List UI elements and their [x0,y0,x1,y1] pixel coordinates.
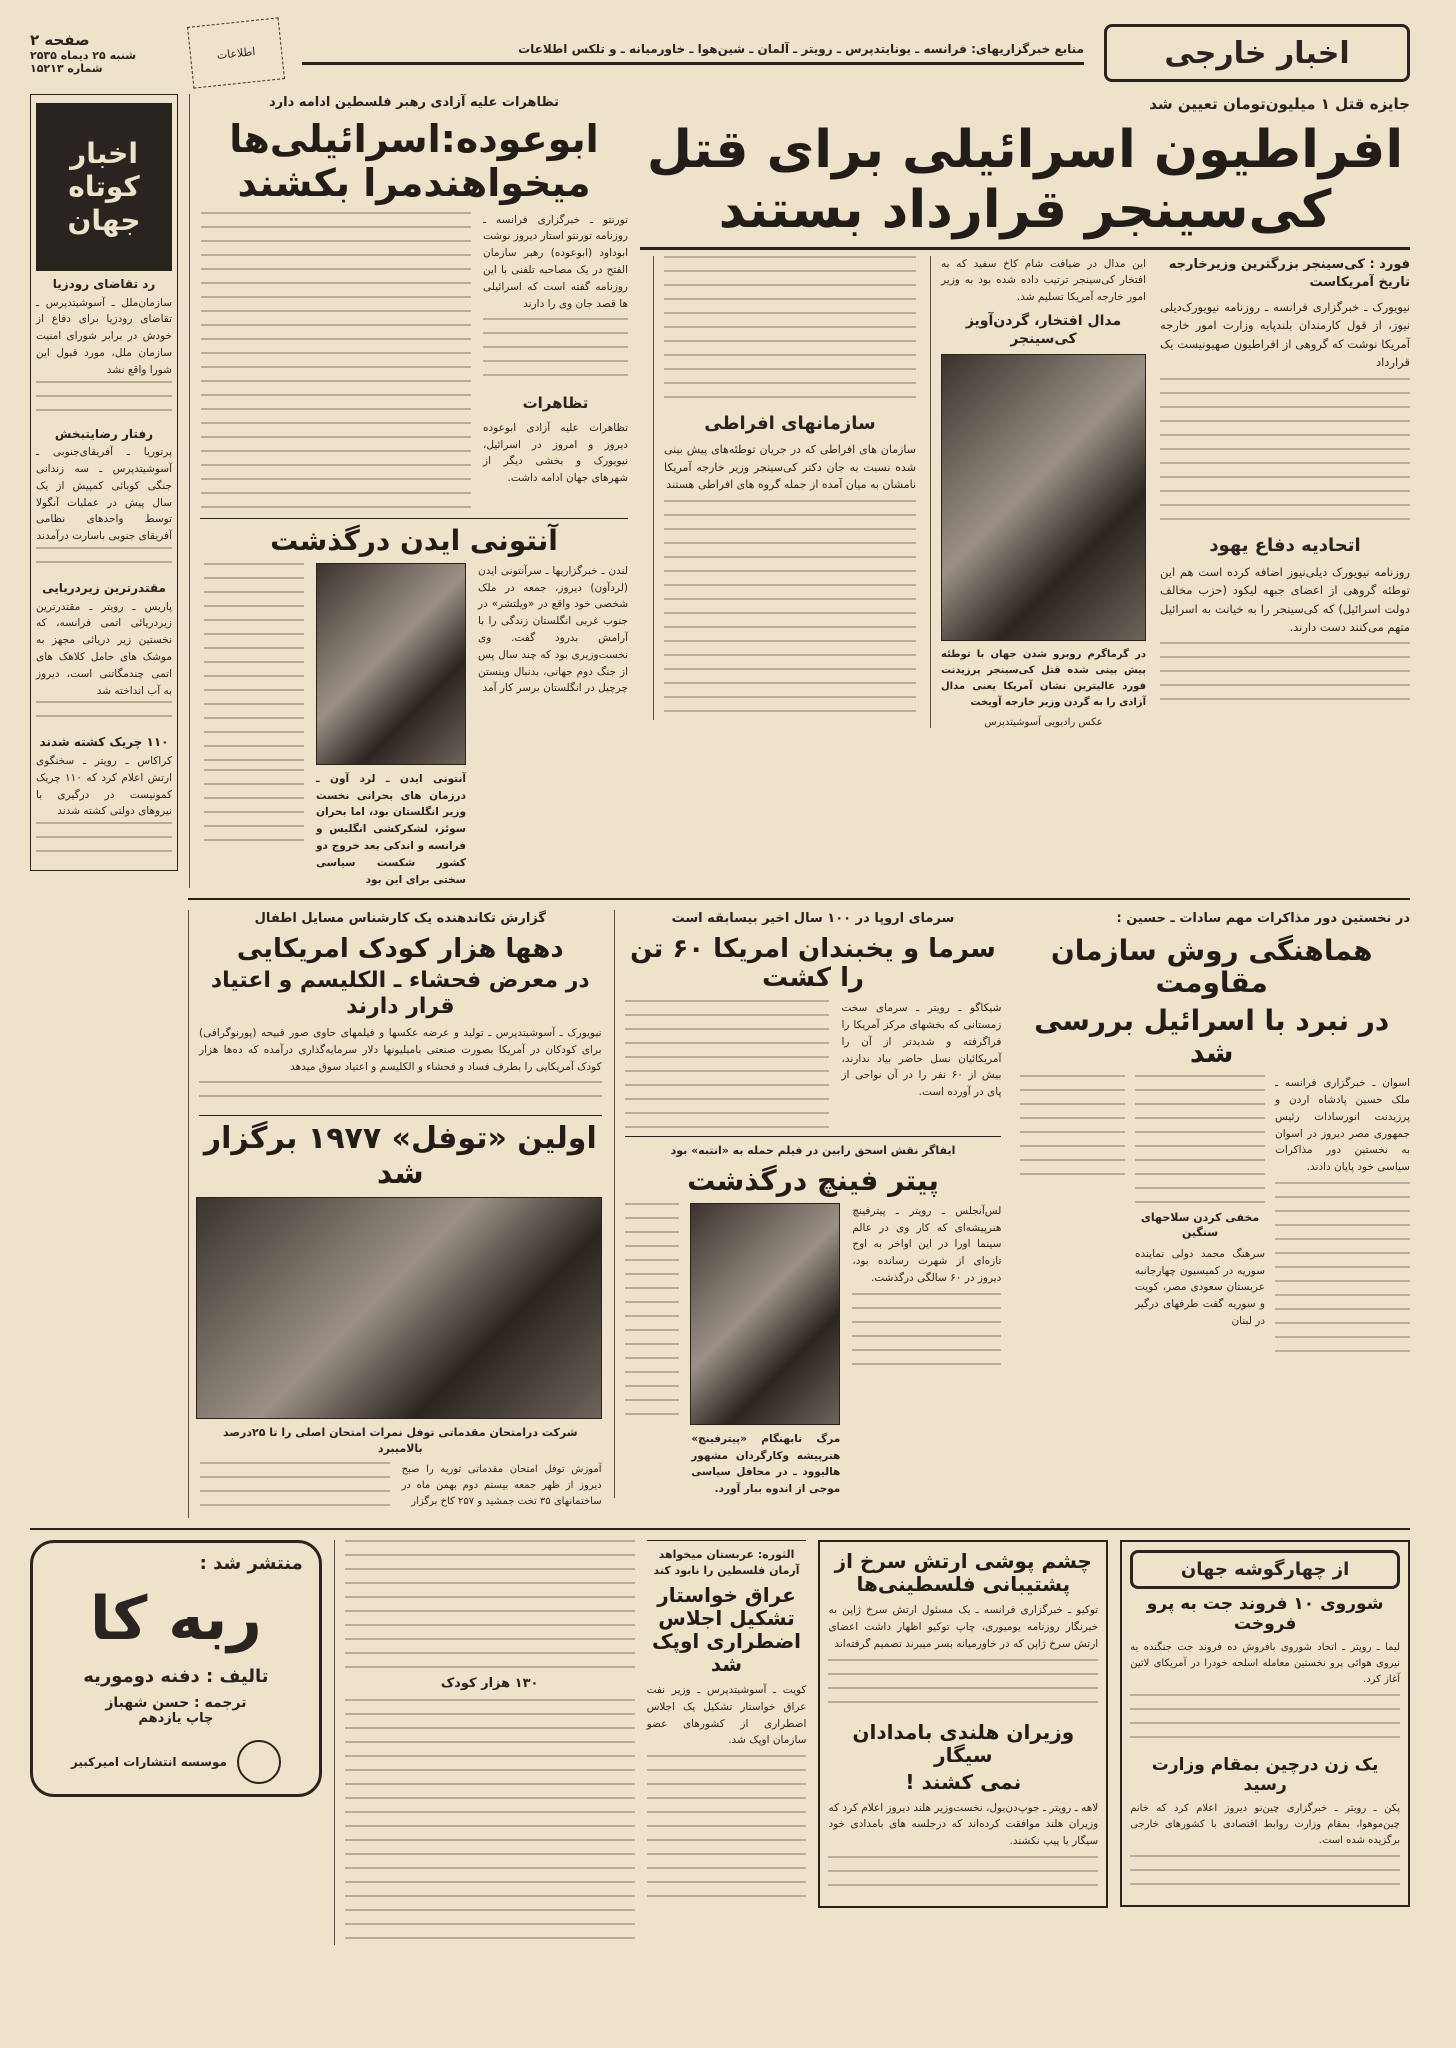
hussein-text-column [1275,1075,1410,1362]
top-section [30,94,1410,1518]
ford-kicker: فورد : کی‌سینجر بزرگترین وزیرخارجه تاریخ آمریکاست [1168,256,1410,290]
lead-headline-line-1: افراطیون اسرائیلی برای قتل [646,120,1404,180]
dutch-text: لاهه ـ رویتر ـ جوپ‌دن‌یول، نخست‌وزیر هلند دیروز اعلام کرد که وزیران هلند موافقت کرده‌اند که درجلسه های بامدادی خود سیگار یا پیپ نکشند. [828,1801,1099,1848]
children-kicker: گزارش تکاندهنده یک کارشناس مسایل اطفال [254,911,546,927]
hussein-headline-line-1: هماهنگی روش سازمان مقاومت [1050,933,1373,999]
extremist-text-lines [664,500,916,720]
china-text-lines [1130,1855,1400,1897]
demo-text: تظاهرات علیه آزادی ابوعوده دیروز و امروز در اسرائیل، نیویورک و بخشی دیگر از شهرهای جهان ادامه داشت. [483,421,628,485]
lead-headline [640,121,1410,241]
cold-finch-column [614,910,1002,1498]
extremist-subhead: سازمانهای افراطی [704,412,876,434]
cold-body [625,1000,1002,1130]
short-news-item-title: رفتار رضایتبخش [54,426,154,441]
short-news-item [36,427,172,575]
section-title-box [1104,24,1410,82]
finch-photo [690,1203,840,1425]
finch-headline: پیتر فینچ درگذشت [687,1163,939,1197]
ad-published: منتشر شد : [199,1553,303,1575]
finch-caption: مرگ نابهنگام «پیترفینچ» هنرپیشه وکارگردان مشهور هالیوود ـ در محافل سیاسی موجی از اندوه ببار آورد. [691,1432,841,1496]
children-count-subhead: ۱۳۰ هزار کودک [440,1676,539,1692]
extremist-text: سازمان های افراطی که در جریان توطئه‌های پیش بینی شده نسبت به جان دکتر کی‌سینجر وزیر خارجه آمریکا نامشان به میان آمده از جمله گروه های افراطی هستند [664,442,916,492]
children-headline-line-1: دهها هزار کودک امریکایی [236,933,564,964]
lead-kicker: جایزه قتل ۱ میلیون‌تومان تعیین شد [1149,95,1410,113]
finch-photo-column [691,1203,840,1498]
masthead-rule [302,62,1084,65]
finch-rule [625,1136,1002,1137]
band-3 [30,1540,1410,1945]
iraq-column [647,1540,807,1905]
toefl-body [199,1462,602,1518]
short-news-item-text: کراکاس ـ رویتر ـ سخنگوی ارتش اعلام کرد که ۱۱۰ چریک کمونیست در درگیری با نیروهای دولتی کشته شدند [36,754,172,818]
hussein-headline-line-2: در نبرد با اسرائیل بررسی شد [1034,1003,1390,1070]
medal-block [930,256,1146,729]
cold-text: شیکاگو ـ رویتر ـ سرمای سخت زمستانی که بخشهای مرکز آمریکا را فراگرفته و شدیدتر از آن را آمریکائیان نسل حاضر بیاد ندارند، بیش از ۶۰ نفر را در آن نواحی از پای در آورده است. [841,1002,1002,1099]
abu-oudeh-text-lines [201,212,471,512]
iraq-headline: عراق خواستار تشکیل اجلاس اضطراری اوپک شد [651,1582,802,1676]
hussein-text-lines [1275,1182,1410,1362]
china-text: پکن ـ رویتر ـ خبرگزاری چین‌نو دیروز اعلام کرد که خانم چین‌موهوا، بمقام وزارت روابط اقتصادی با کشورهای خارجی برگزیده شده است. [1130,1803,1400,1847]
short-news-item-title: رد تقاضای رودزیا [52,277,156,291]
issue-number: شماره ۱۵۲۱۳ [30,62,103,75]
hussein-body [1013,1075,1410,1362]
short-news-frame [30,94,178,871]
newspaper-logo [187,17,285,88]
short-news-lines [36,547,172,575]
children-continuation-column [334,1540,635,1945]
ad-edition: چاپ یازدهم [138,1711,214,1727]
children-toefl-column [188,910,602,1518]
abu-oudeh-body [200,212,628,512]
extremist-column [653,256,916,720]
china-headline: یک زن درچین بمقام وزارت رسید [1151,1755,1379,1795]
ad-book-title: ربه کا [90,1584,262,1655]
band-1 [188,94,1410,888]
lead-article [640,94,1410,728]
hussein-text-lines-2 [1135,1075,1265,1205]
eden-body [200,563,628,889]
soviet-headline: شوروی ۱۰ فروند جت به پرو فروخت [1146,1594,1384,1634]
ad-publisher-row [49,1740,303,1784]
kissinger-ford-photo [941,354,1146,641]
demo-subhead: تظاهرات [522,394,589,413]
finch-text-column [852,1203,1001,1373]
abu-oudeh-headline [200,118,628,205]
red-army-text-lines [828,1659,1098,1715]
lead-rule [640,247,1410,250]
cold-kicker: سرمای اروپا در ۱۰۰ سال اخیر بیسابقه است [671,911,955,927]
short-news-title: اخبار کوتاه جهان [67,136,141,237]
children-headline-line-2: در معرض فحشاء ـ الکلیسم و اعتیاد قرار دارند [210,968,590,1019]
lead-columns [640,256,1410,729]
hussein-text-lines-3 [1020,1075,1125,1185]
children-text: نیویورک ـ آسوشیتدپرس ـ تولید و عرضه عکسها و فیلمهای حاوی صور قبیحه (پورنوگرافی) برای کودکان در آمریکا بصورت صنعتی بامیلیونها دلار سرمایه‌گذاری درآمده که ده‌ها هزار کودک آمریکایی را بطرف فساد و فحشاء و الکلیسم و اعتیاد سوق میدهد [199,1027,602,1073]
toefl-headline: اولین «توفل» ۱۹۷۷ برگزار شد [203,1121,597,1191]
eden-text: لندن ـ خبرگزاریها ـ سرآنتونی ایدن (لردآون) دیروز، جمعه در ملک شخصی خود واقع در «ویلتشر» در جنوب غربی انگلستان زندگی را با آرامش بدرود گفت. وی نخست‌وزیری بود که چند سال پس از جنگ دوم جهانی، بدنبال وینستن چرچیل در انگلستان برسر کار آمد [478,564,628,695]
finch-kicker: ایفاگر نقش اسحق رابین در فیلم حمله به «انتبه» بود [670,1144,956,1158]
cold-headline: سرما و یخبندان امریکا ۶۰ تن را کشت [630,933,996,994]
eden-caption-lines [204,769,304,849]
arms-subhead: مخفی کردن سلاحهای سنگین [1140,1211,1260,1239]
short-news-lines [36,701,172,729]
ad-translator: ترجمه : حسن شهباز [105,1695,247,1712]
abu-oudeh-text-column [483,212,628,487]
eden-photo [316,563,466,765]
main-area [188,94,1410,1518]
hussein-text: اسوان ـ خبرگزاری فرانسه ـ ملک حسین پادشاه اردن و پرزیدنت انورسادات رئیس جمهوری مصر دیروز در اسوان به نخستین دور مذاکرات سیاسی خود پایان دادند. [1275,1077,1410,1174]
medal-subhead: مدال افتخار، گردن‌آویز کی‌سینجر [965,312,1122,348]
iraq-kicker: الثوره: عربستان میخواهد آرمان فلسطین را نابود کند [653,1548,800,1577]
corners-title-box [1130,1550,1400,1589]
iraq-text: کویت ـ آسوشیتدپرس ـ وزیر نفت عراق خواستار تشکیل یک اجلاس اضطراری از کشورهای عضو سازمان اوپک شد. [646,1683,807,1747]
toefl-photo [196,1197,602,1419]
abu-oudeh-column [189,94,628,888]
short-news-item [36,277,172,421]
ford-column [1160,256,1410,703]
jdl-text-lines [1160,642,1410,702]
red-army-text: توکیو ـ خبرگزاری فرانسه ـ یک مسئول ارتش سرخ ژاپن به خبرنگار روزنامه یومیوری، چاپ توکیو اظهار داشت اعضای ارتش سرخ ژاپن که در خاورمیانه بسر میبرند تصمیم گرفته‌اند [828,1604,1099,1650]
hussein-headline [1013,935,1410,1070]
toefl-text-lines [200,1462,390,1518]
abu-oudeh-text-lines-2 [483,318,628,388]
short-news-item [36,735,172,862]
short-news-lines [36,381,172,421]
eden-headline: آنتونی ایدن درگذشت [270,523,558,557]
kissinger-photo-caption: در گرماگرم روبرو شدن جهان با توطئه پیش بینی شده قتل کی‌سینجر پرزیدنت فورد عالیترین نشان آمریکا یعنی مدال آزادی را به گردن وزیر خارجه آویخت [941,649,1146,709]
soviet-text: لیما ـ رویتر ـ اتحاد شوروی بافروش ده فروند جت جنگنده به نیروی هوائی پرو نخستین معامله اسلحه خودرا در آمریکای لاتین آغاز کرد. [1130,1642,1400,1686]
section-rule [30,1528,1410,1530]
children-headline [199,935,602,1019]
eden-text-column [478,563,628,697]
band-2 [188,910,1410,1518]
eden-photo-column [316,563,466,889]
lead-body-lines [664,256,916,406]
masthead-center [302,42,1084,65]
children-text-lines-2 [199,1081,602,1109]
dutch-headline [828,1721,1098,1794]
toefl-text: آموزش توفل امتحان مقدماتی توریه را صبح دیروز از ظهر جمعه بیستم دوم بهمن ماه در ساختمانهای ۳۵ تخت جمشید و ۲۵۷ کاخ برگزار [401,1464,602,1508]
short-news-lines [36,822,172,862]
arms-block [1135,1075,1265,1330]
section-title: اخبار خارجی [1164,35,1350,71]
page-number: صفحه ۲ [30,31,90,49]
kissinger-photo-credit: عکس رادیویی آسوشیتدپرس [984,717,1103,729]
eden-text-lines [204,563,304,763]
masthead [30,22,1410,84]
children-text-lines-3 [345,1699,635,1819]
corners-title: از چهارگوشه جهان [1180,1559,1350,1581]
abu-oudeh-headline-line-2: میخواهندمرا بکشند [237,160,591,205]
abu-oudeh-kicker: تظاهرات علیه آزادی رهبر فلسطین ادامه دارد [269,95,559,110]
book-ad [30,1540,322,1797]
hussein-article [1013,910,1410,1362]
dutch-text-lines [828,1856,1098,1898]
corners-column [1120,1540,1410,1907]
short-news-item-text: سازمان‌ملل ـ آسوشیتدپرس ـ تقاضای رودزیا برای دفاع از خودش در برابر شورای امنیت سازمان ملل، مورد قبول این شورا واقع نشد [36,296,172,376]
short-news-title-box [36,103,172,271]
logo-text: اطلاعات [216,44,256,62]
issue-date: شنبه ۲۵ دیماه ۲۵۳۵ [30,49,137,62]
ad-author: تالیف : دفنه دوموریه [83,1666,269,1688]
ad-publisher: موسسه انتشارات امیرکبیر [70,1755,227,1770]
medal-text: این مدال در ضیافت شام کاخ سفید که به افتخار کی‌سینجر ترتیب داده شده بود به وزیر امور خارجه آمریکا تسلیم شد. [941,257,1146,304]
dutch-headline-line-2: نمی کشند ! [905,1769,1022,1794]
short-news-item-text: پاریس ـ رویتر ـ مقتدرترین زیردریائی اتمی فرانسه، که نخستین زیر دریائی مجهز به موشک های حامل کلاهک های اتمی چندمگاتنی است، دیروز به آب انداخته شد [36,600,172,697]
lead-headline-line-2: کی‌سینجر قرارداد بستند [718,179,1332,240]
abu-oudeh-headline-line-1: ابوعوده:اسرائیلی‌ها [229,117,599,162]
ford-text-lines [1160,378,1410,528]
dutch-headline-line-1: وزیران هلندی بامدادان سیگار [852,1719,1075,1767]
short-news-item-title: ۱۱۰ چریک کشته شدند [39,735,169,750]
page-info [30,31,170,75]
abu-oudeh-text: تورنتو ـ خبرگزاری فرانسه ـ روزنامه تورنتو استار دیروز نوشت ابوداود (ابوعوده) رهبر سازمان الفتح در یک مصاحبه تلفنی با این روزنامه گفته است که اسرائیلی ها قصد جان وی را دارند [482,213,628,310]
hussein-kicker: در نخستین دور مذاکرات مهم سادات ـ حسین : [1116,911,1410,927]
jdl-subhead: اتحادیه دفاع یهود [1209,534,1361,556]
finch-text-lines [852,1293,1001,1373]
bottom-right-frame [818,1540,1108,1908]
finch-caption-lines [625,1203,680,1423]
short-news-item [36,581,172,729]
eden-frame [200,518,628,889]
red-army-headline: چشم پوشی ارتش سرخ از پشتیبانی فلسطینی‌ها [834,1549,1092,1597]
finch-text: لس‌آنجلس ـ رویتر ـ پیترفینچ هنرپیشه‌ای که کار وی در عالم سینما اورا در این اواخر به اوج تازه‌ای از شهرت رسانده بود، دیروز در ۶۰ سالگی درگذشت. [852,1204,1002,1285]
short-news-list [36,277,172,862]
publisher-logo-icon [237,1740,281,1784]
ford-text: نیویورک ـ خبرگزاری فرانسه ـ روزنامه نیویورک‌دیلی نیوز، از قول کارمندان بلندپایه وزارت امور خارجه آمریکا نوشت که گروهی از افراطیون صهیونیست یک قرارداد [1160,299,1410,370]
iraq-rule [647,1540,807,1541]
children-text-lines-4 [345,1825,635,1945]
children-text-lines [345,1540,635,1670]
finch-body [625,1203,1002,1498]
soviet-text-lines [1130,1694,1400,1750]
toefl-caption: شرکت درامتحان مقدماتی توفل نمرات امتحان اصلی را تا ۲۵درصد بالامیبرد [223,1426,578,1455]
arms-text: سرهنگ محمد دولی نماینده سوریه در کمیسیون چهارجانبه عربستان سعودی مصر، کویت و سوریه گفت طرفهای درگیر در لبنان [1135,1247,1265,1328]
eden-caption: آنتونی ایدن ـ لرد آون ـ درزمان های بحرانی نخست وزیر انگلستان بود، اما بحران سوئز، لشکرکشی انگلیس و فرانسه و اندکی بعد خروج دو کشور شکست سیاسی سختی برای این بود [316,772,466,886]
cold-text-lines [625,1000,830,1130]
jdl-text: روزنامه نیویورک دیلی‌نیوز اضافه کرده است هم این توطئه گروهی از اعضای جبهه لیکود (حزب مخالف دولت اسرائیل) که کی‌سینجر را به خیانت به اسرائیل متهم می‌کنند دست دارند. [1160,564,1410,635]
news-sources: منابع خبرگزاریهای: فرانسه ـ یونایتدپرس ـ رویتر ـ آلمان ـ شین‌هوا ـ خاورمیانه ـ و تلکس اطلاعات [518,41,1084,56]
section-rule [188,898,1410,900]
short-news-item-title: مقتدرترین زیردریایی [42,580,166,595]
short-news-item-text: پرتوریا ـ آفریقای‌جنوبی ـ آسوشیتدپرس ـ سه زندانی جنگی کوبائی کمپیش از یک سال پیش در عملیات آنگولا توسط واحدهای نظامی آفریقای جنوبی باسارت درآمدند [36,446,172,543]
toefl-rule [199,1115,602,1116]
iraq-text-lines [647,1755,807,1905]
eden-lines-column [204,563,304,849]
